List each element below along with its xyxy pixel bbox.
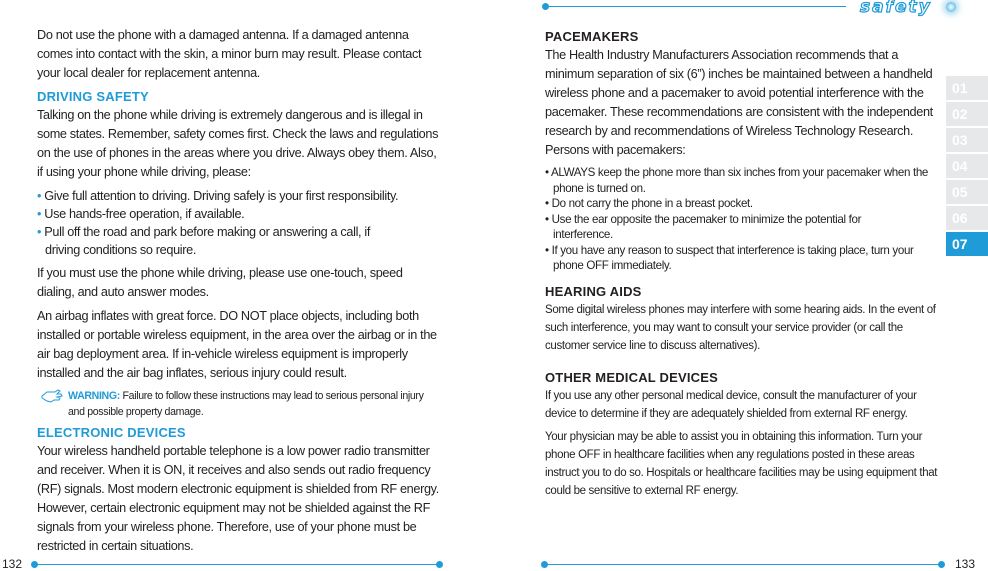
footer-dot-center: [436, 561, 443, 568]
chapter-tab-04[interactable]: 04: [946, 154, 988, 178]
airbag-paragraph: An airbag inflates with great force. DO NOT place objects, including both installed or portable wireless equipment, in the area over the airbag or in the air bag deployment area. If in-vehicle wireless equipment is improperly installed and the air bag inflates, serious injury could result.: [37, 309, 437, 380]
left-page-number: 132: [2, 557, 23, 571]
chapter-tab-05[interactable]: 05: [946, 180, 988, 204]
warning-text: Failure to follow these instructions may lead to serious personal injury and possible property damage.: [68, 390, 424, 418]
electronic-devices-heading: ELECTRONIC DEVICES: [37, 425, 186, 440]
antenna-paragraph: Do not use the phone with a damaged antenna. If a damaged antenna comes into contact with the skin, a minor burn may result. Please contact your local dealer for replacement antenna.: [37, 28, 422, 80]
right-page-number: 133: [955, 557, 976, 571]
chapter-tab-01[interactable]: 01: [946, 76, 988, 100]
physician-paragraph: Your physician may be able to assist you in obtaining this information. Turn your phone OFF in healthcare facilities when any regulations posted in these areas instruct you to do so. Hospitals or healthcare facilities may be using equipment that could be sensitive to external RF energy.: [545, 430, 938, 497]
list-item: • Use the ear opposite the pacemaker to minimize the potential for interference.: [545, 212, 862, 241]
driving-bullet-list: [37, 187, 440, 259]
list-item: • Do not carry the phone in a breast pocket.: [545, 197, 753, 210]
header-dot: [542, 3, 549, 10]
footer-rule-right: [546, 564, 940, 565]
pacemakers-paragraph: The Health Industry Manufacturers Association recommends that a minimum separation of six (6”) inches be maintained between a handheld wireless phone and a pacemaker to avoid potential interference with the pacemaker. These recommendations are consistent with the independent research by and recommendations of Wireless Technology Research. Persons with pacemakers:: [545, 48, 933, 157]
right-column: [545, 26, 940, 505]
footer-rule-left: [36, 564, 438, 565]
warning-label: WARNING:: [68, 390, 120, 402]
list-item: • ALWAYS keep the phone more than six inches from your pacemaker when the phone is turned on.: [545, 166, 929, 195]
pacemakers-heading: PACEMAKERS: [545, 29, 639, 44]
hearing-aids-paragraph: Some digital wireless phones may interfere with some hearing aids. In the event of such interference, you may want to consult your service provider (or call the customer service line to discuss alternatives).: [545, 303, 936, 352]
driving-safety-heading: DRIVING SAFETY: [37, 89, 149, 104]
chapter-tab-07[interactable]: 07: [946, 232, 988, 256]
one-touch-paragraph: If you must use the phone while driving, please use one-touch, speed dialing, and auto answer modes.: [37, 266, 403, 299]
header-rule: [546, 6, 846, 7]
driving-paragraph: Talking on the phone while driving is extremely dangerous and is illegal in some states. Remember, safety comes first. Check the laws and regulations on the use of phones in the areas where you drive. Always obey them. Also, if using your phone while driving, please:: [37, 108, 439, 179]
electronic-paragraph: Your wireless handheld portable telephone is a low power radio transmitter and receiver. When it is ON, it receives and also sends out radio frequency (RF) signals. Most modern electronic equipment is shielded from RF energy. However, certain electronic equipment may not be shielded against the RF signals from your wireless phone. Therefore, use of your phone must be restricted in certain situations.: [37, 444, 439, 553]
warning-note: [37, 388, 440, 420]
list-item: • If you have any reason to suspect that interference is taking place, turn your phone OFF immediately.: [545, 243, 914, 272]
pacemakers-bullet-list: [545, 165, 940, 274]
list-item: • Use hands-free operation, if available.: [37, 207, 245, 221]
footer-dot-right-end: [938, 561, 945, 568]
other-medical-devices-heading: OTHER MEDICAL DEVICES: [545, 369, 718, 385]
header-glow-dot: [946, 2, 956, 12]
other-medical-paragraph: If you use any other personal medical device, consult the manufacturer of your device to determine if they are adequately shielded from external RF energy.: [545, 389, 917, 420]
list-item: • Give full attention to driving. Driving safely is your first responsibility.: [37, 189, 399, 203]
chapter-tab-06[interactable]: 06: [946, 206, 988, 230]
list-item: • Pull off the road and park before making or answering a call, if driving conditions so require.: [37, 225, 371, 257]
chapter-tab-03[interactable]: 03: [946, 128, 988, 152]
header-title: safety: [860, 0, 932, 17]
warning-hand-icon: [41, 389, 63, 403]
left-column: [37, 26, 440, 561]
chapter-tabs: [946, 76, 988, 258]
chapter-tab-02[interactable]: 02: [946, 102, 988, 126]
hearing-aids-heading: HEARING AIDS: [545, 283, 642, 299]
